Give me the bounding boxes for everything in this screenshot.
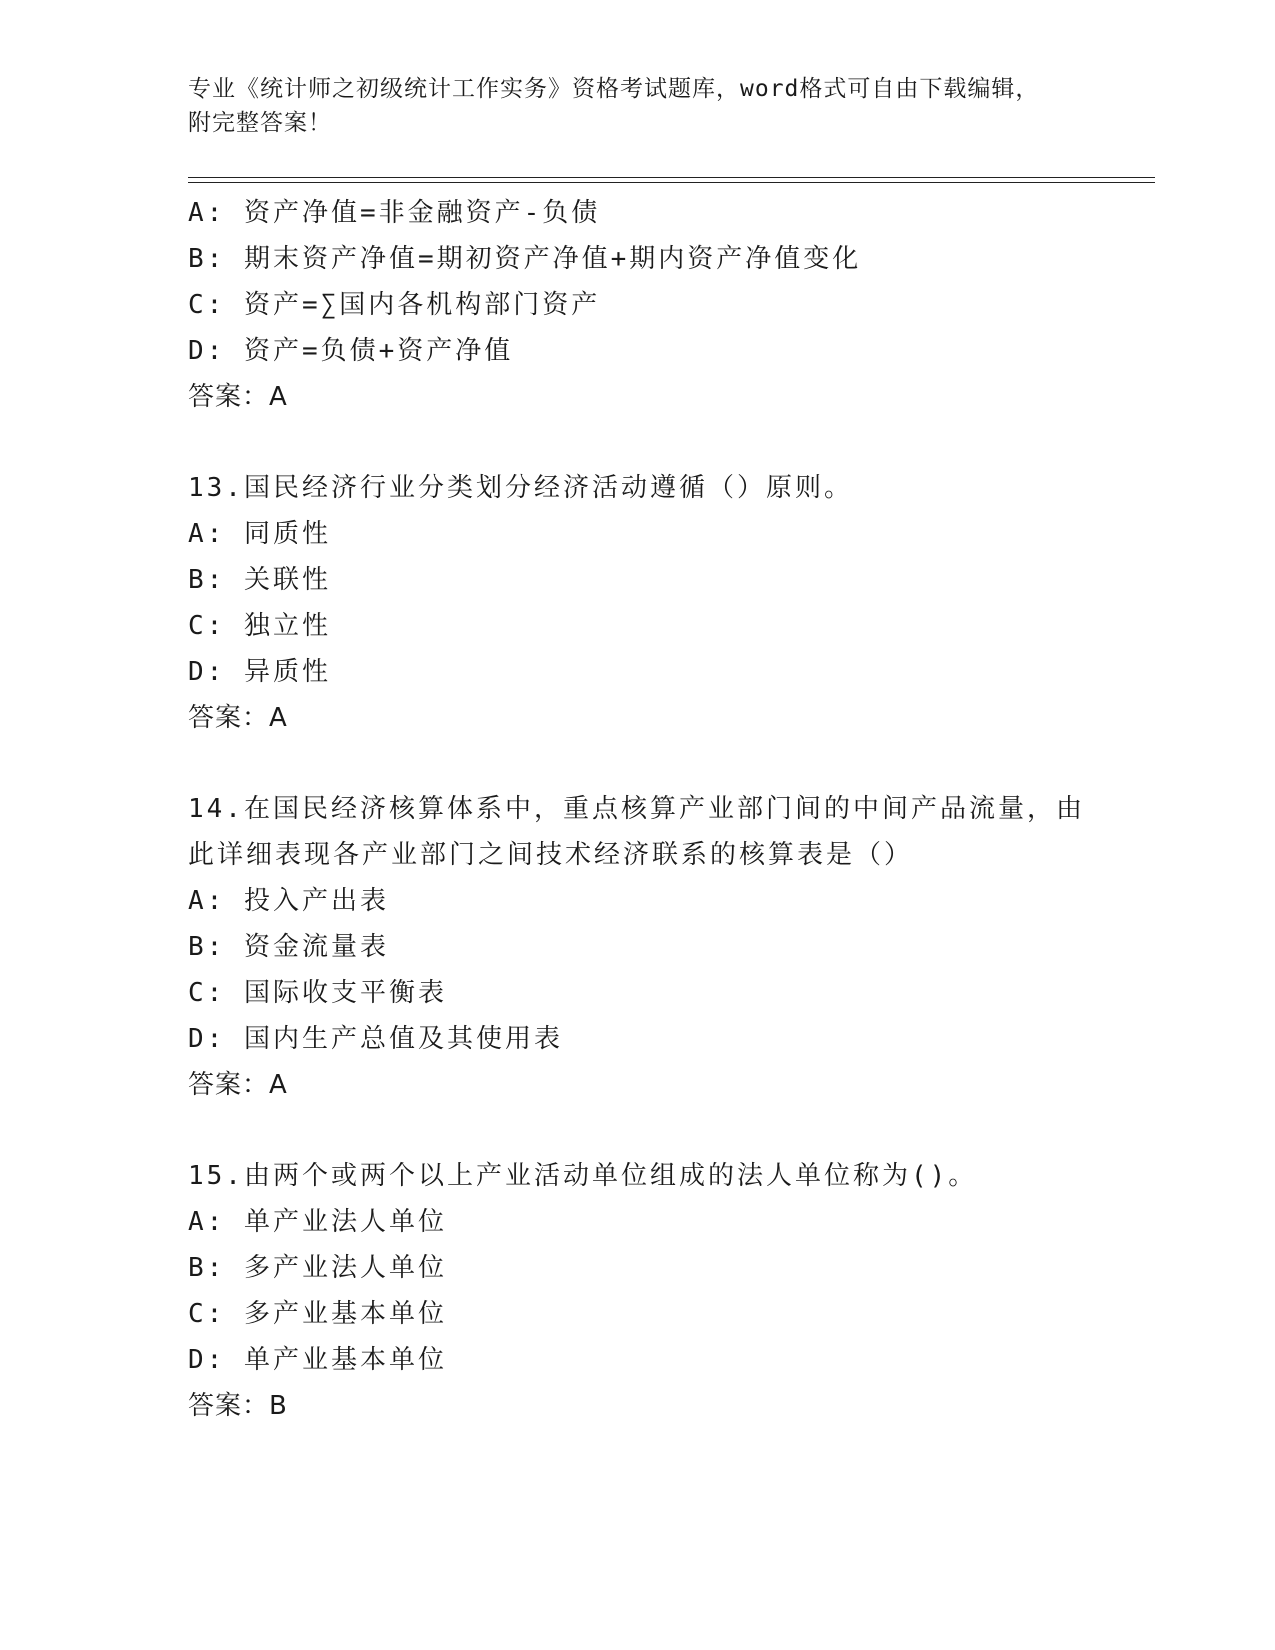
question-stem: 15.由两个或两个以上产业活动单位组成的法人单位称为()。 [188, 1161, 978, 1191]
option-b: B: 关联性 [188, 565, 331, 595]
document-header [188, 72, 1088, 140]
question-13 [188, 465, 1155, 741]
option-c: C: 国际收支平衡表 [188, 978, 447, 1008]
spacer [188, 420, 1155, 465]
option-d: D: 异质性 [188, 657, 331, 687]
option-d: D: 国内生产总值及其使用表 [188, 1024, 563, 1054]
option-b: B: 期末资产净值=期初资产净值+期内资产净值变化 [188, 244, 862, 274]
option-d: D: 单产业基本单位 [188, 1345, 447, 1375]
answer: 答案：A [188, 1070, 288, 1100]
answer: 答案：A [188, 703, 288, 733]
header-divider-bottom [188, 182, 1155, 183]
option-c: C: 独立性 [188, 611, 331, 641]
question-12 [188, 190, 1155, 420]
question-stem-line-2: 此详细表现各产业部门之间技术经济联系的核算表是（） [188, 840, 914, 870]
answer: 答案：A [188, 382, 288, 412]
header-line-1: 专业《统计师之初级统计工作实务》资格考试题库，word格式可自由下载编辑， [188, 76, 1040, 102]
question-stem: 13.国民经济行业分类划分经济活动遵循（）原则。 [188, 473, 853, 503]
option-a: A: 同质性 [188, 519, 331, 549]
option-a: A: 资产净值=非金融资产-负债 [188, 198, 601, 228]
question-stem-line-1: 14.在国民经济核算体系中，重点核算产业部门间的中间产品流量，由 [188, 794, 1085, 824]
option-c: C: 多产业基本单位 [188, 1299, 447, 1329]
option-a: A: 投入产出表 [188, 886, 389, 916]
option-d: D: 资产=负债+资产净值 [188, 336, 514, 366]
option-a: A: 单产业法人单位 [188, 1207, 447, 1237]
option-b: B: 多产业法人单位 [188, 1253, 447, 1283]
option-b: B: 资金流量表 [188, 932, 389, 962]
header-line-2: 附完整答案！ [188, 110, 332, 136]
header-divider-top [188, 177, 1155, 178]
question-15 [188, 1153, 1155, 1429]
answer: 答案：B [188, 1391, 288, 1421]
question-14 [188, 786, 1155, 1108]
question-list [188, 190, 1155, 1429]
spacer [188, 741, 1155, 786]
option-c: C: 资产=∑国内各机构部门资产 [188, 290, 601, 320]
spacer [188, 1108, 1155, 1153]
